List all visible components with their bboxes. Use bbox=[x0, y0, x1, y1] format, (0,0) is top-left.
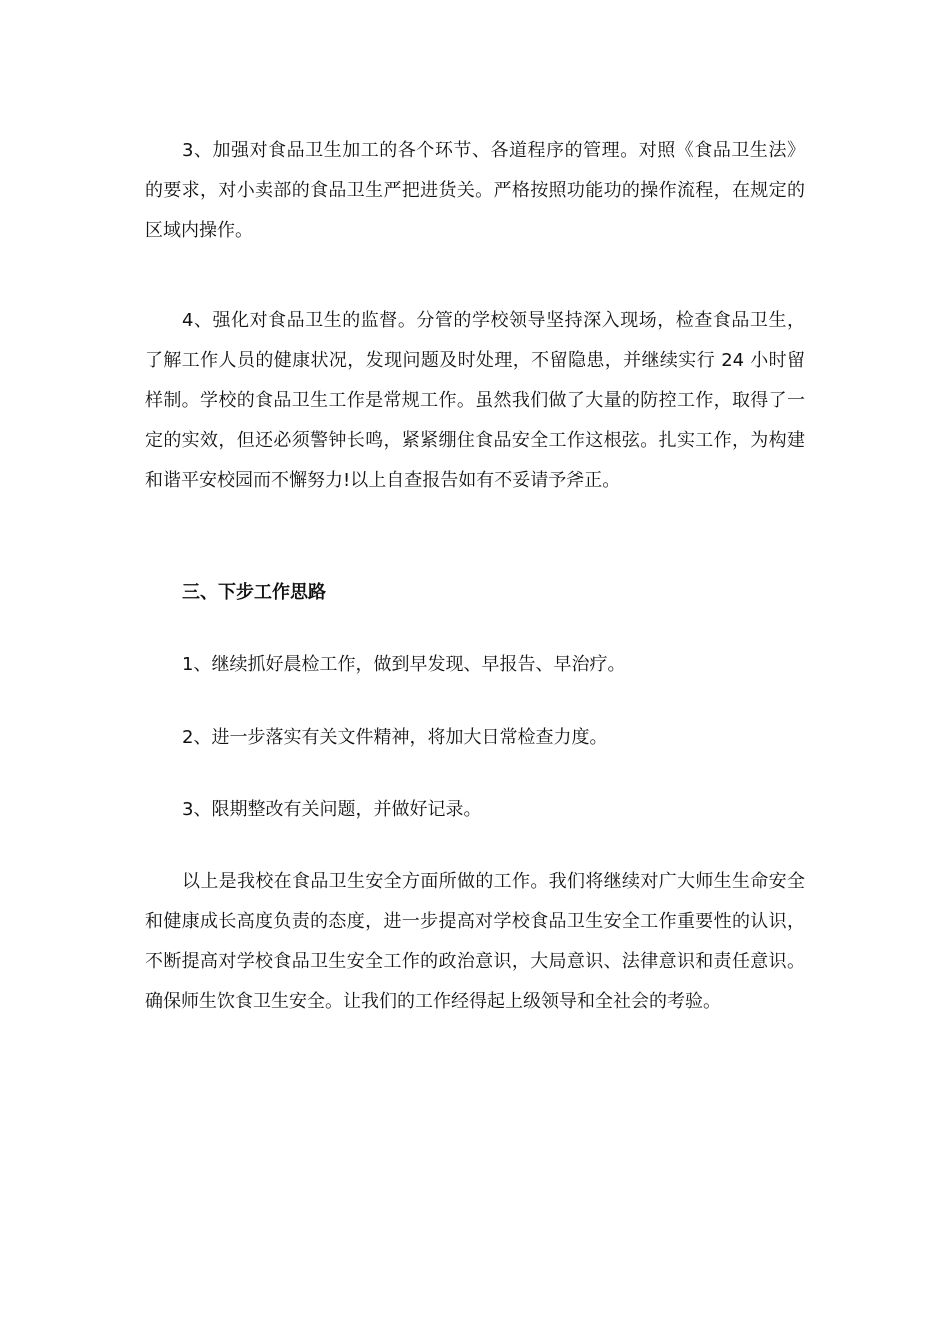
list-item-morning-check: 1、继续抓好晨检工作，做到早发现、早报告、早治疗。 bbox=[182, 654, 626, 675]
list-item-rectify-issues: 3、限期整改有关问题，并做好记录。 bbox=[182, 799, 482, 820]
paragraph-food-hygiene-supervision: 4、强化对食品卫生的监督。分管的学校领导坚持深入现场，检查食品卫生，了解工作人员的健康状况，发现问题及时处理，不留隐患，并继续实行 24 小时留样制。学校的食品卫生工作是常规工作。虽然我们做了大量的防控工作，取得了一定的实效，但还必须警钟长鸣，紧紧绷住食品安全工作这根弦。扎实工作，为构建和谐平安校园而不懈努力!以上自查报告如有不妥请予斧正。 bbox=[145, 310, 805, 491]
paragraph-food-processing-management: 3、加强对食品卫生加工的各个环节、各道程序的管理。对照《食品卫生法》的要求，对小卖部的食品卫生严把进货关。严格按照功能功的操作流程，在规定的区域内操作。 bbox=[145, 140, 805, 241]
paragraph-conclusion: 以上是我校在食品卫生安全方面所做的工作。我们将继续对广大师生生命安全和健康成长高度负责的态度，进一步提高对学校食品卫生安全工作重要性的认识，不断提高对学校食品卫生安全工作的政治意识，大局意识、法律意识和责任意识。确保师生饮食卫生安全。让我们的工作经得起上级领导和全社会的考验。 bbox=[145, 871, 805, 1012]
list-item-implement-documents: 2、进一步落实有关文件精神，将加大日常检查力度。 bbox=[182, 727, 608, 748]
section-heading-next-steps: 三、下步工作思路 bbox=[182, 582, 326, 603]
